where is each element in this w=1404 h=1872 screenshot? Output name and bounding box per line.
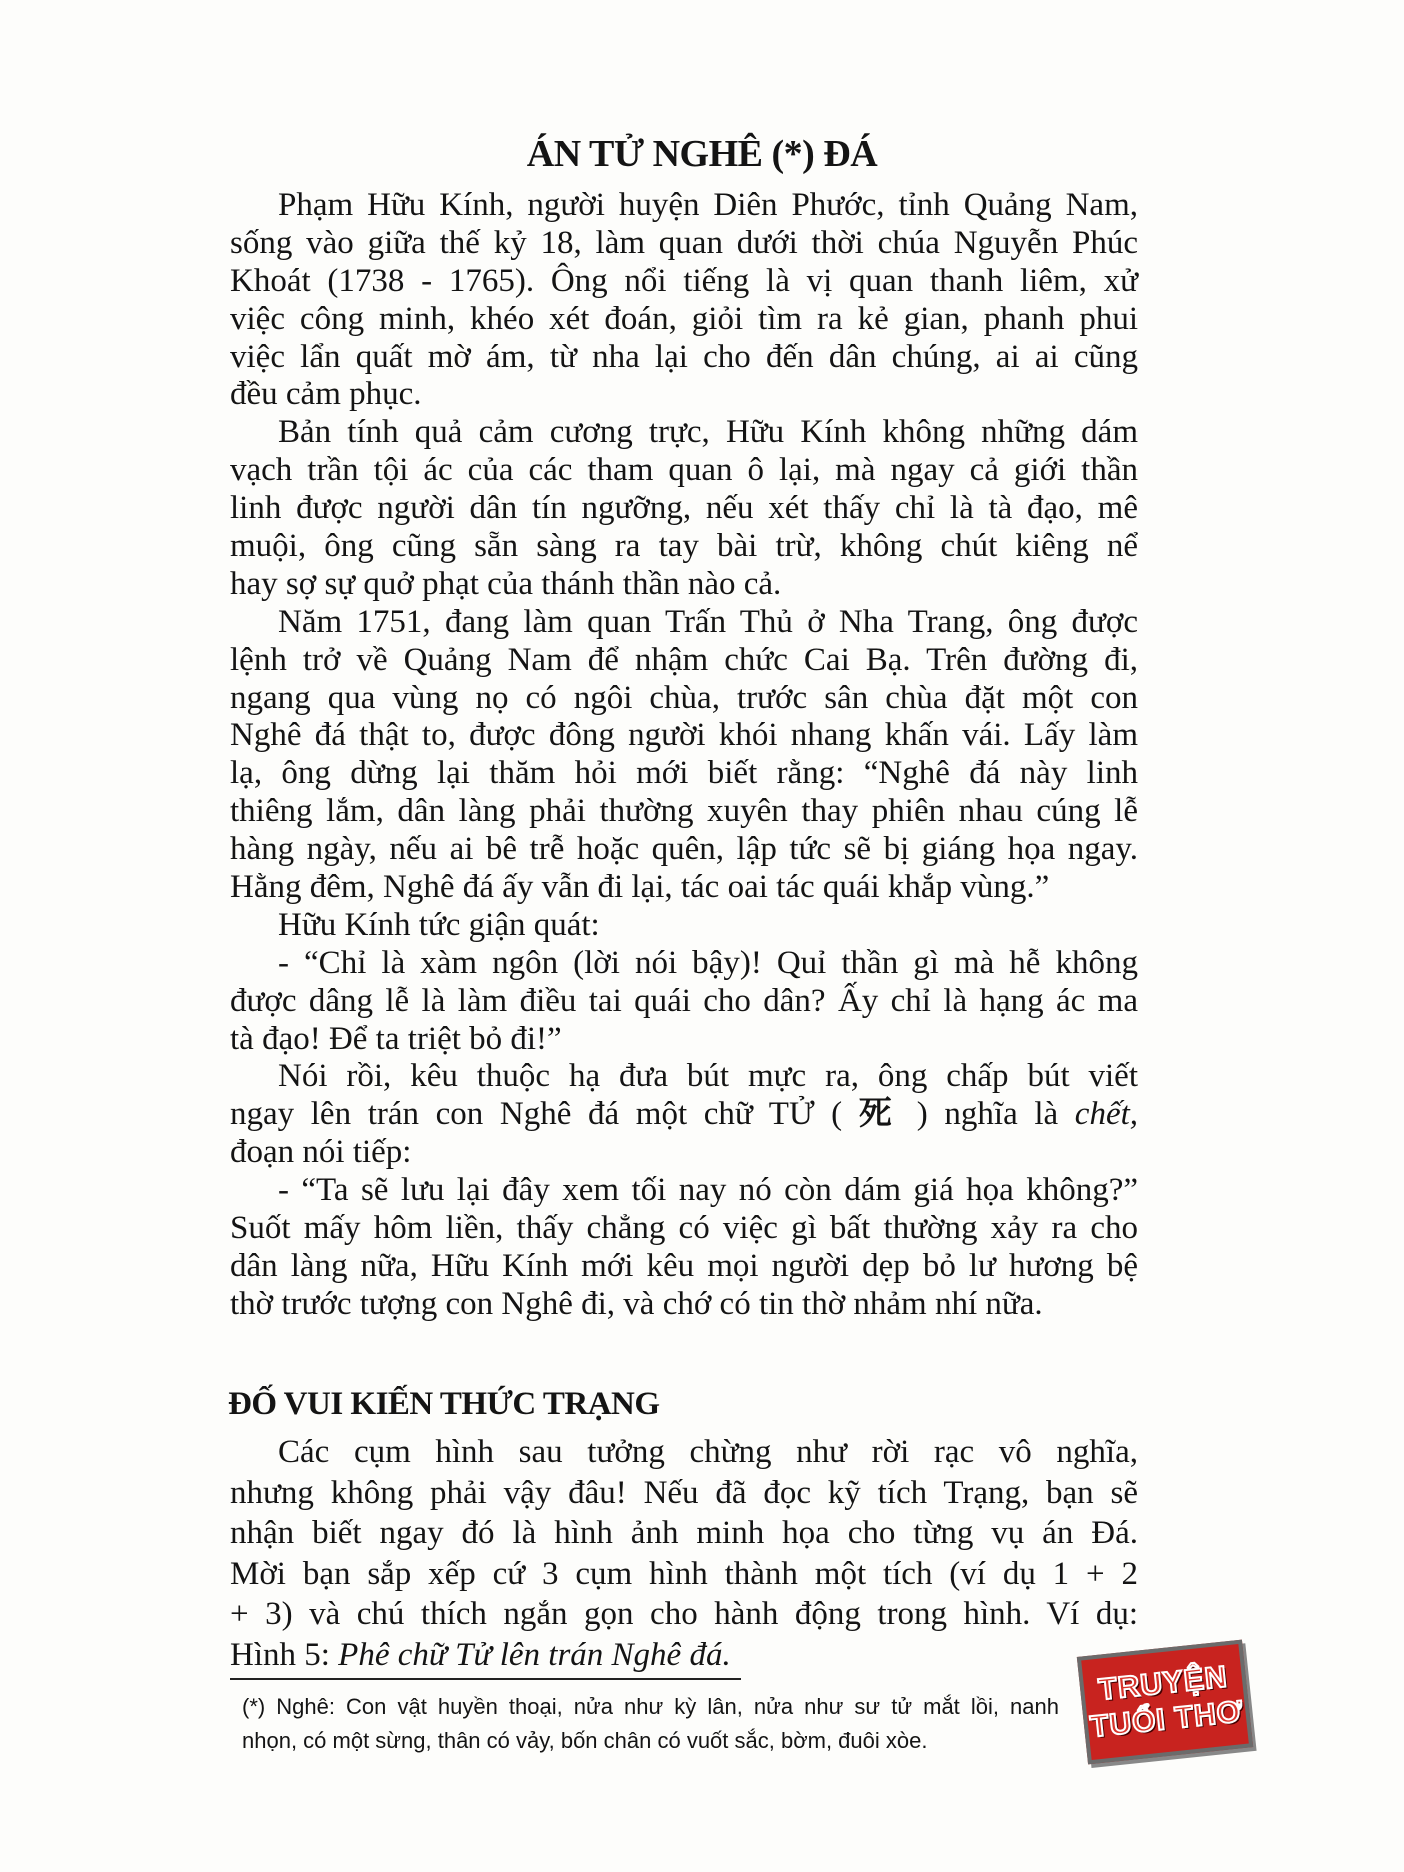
text-fragment: ) nghĩa là: [916, 1096, 1059, 1133]
footnote-line: nhọn, có một sừng, thân có vảy, bốn chân có vuốt sắc, bờm, đuôi xòe.: [242, 1728, 928, 1753]
text-line: Khoát (1738 - 1765). Ông nổi tiếng là vị quan thanh liêm, xử: [230, 262, 1138, 299]
text-line: Phạm Hữu Kính, người huyện Diên Phước, tỉnh Quảng Nam,: [278, 187, 1138, 223]
text-line: việc công minh, khéo xét đoán, giỏi tìm ra kẻ gian, phanh phui: [230, 300, 1138, 337]
text-line: Nghê đá thật to, được đông người khói nhang khấn vái. Lấy làm: [230, 717, 1138, 754]
text-line: + 3) và chú thích ngắn gọn cho hành động trong hình. Ví dụ:: [230, 1596, 1138, 1633]
text-line: Năm 1751, đang làm quan Trấn Thủ ở Nha Trang, ông được: [278, 603, 1138, 640]
text-line: nhưng không phải vậy đâu! Nếu đã đọc kỹ tích Trạng, bạn sẽ: [230, 1474, 1138, 1511]
text-line: hàng ngày, nếu ai bê trễ hoặc quên, lập tức sẽ bị giáng họa ngay.: [230, 831, 1138, 868]
text-line: Hữu Kính tức giận quát:: [278, 906, 600, 943]
logo-line-1: TRUYỆN: [1097, 1660, 1230, 1707]
text-line: Bản tính quả cảm cương trực, Hữu Kính không những dám: [278, 414, 1138, 451]
text-line: thiêng lắm, dân làng phải thường xuyên thay phiên nhau cúng lễ: [230, 793, 1138, 830]
text-line: lạ, ông dừng lại thăm hỏi mới biết rằng: “Nghê đá này linh: [230, 755, 1138, 792]
text-line: việc lẩn quất mờ ám, từ nha lại cho đến dân chúng, ai ai cũng: [230, 338, 1138, 375]
text-line: Nói rồi, kêu thuộc hạ đưa bút mực ra, ông chấp bút viết: [278, 1058, 1138, 1095]
text-line: đều cảm phục.: [230, 376, 422, 413]
text-line: nhận biết ngay đó là hình ảnh minh họa cho từng vụ án Đá.: [230, 1515, 1138, 1552]
text-line: Các cụm hình sau tưởng chừng như rời rạc vô nghĩa,: [278, 1434, 1138, 1470]
text-line: sống vào giữa thế kỷ 18, làm quan dưới thời chúa Nguyễn Phúc: [230, 224, 1138, 261]
text-line: đoạn nói tiếp:: [230, 1134, 412, 1171]
footnote-divider: [230, 1678, 741, 1680]
text-line: thờ trước tượng con Nghê đi, và chớ có tin thờ nhảm nhí nữa.: [230, 1285, 1043, 1322]
text-line: Mời bạn sắp xếp cứ 3 cụm hình thành một tích (ví dụ 1 + 2: [230, 1555, 1138, 1592]
truyen-tuoi-tho-logo: [1077, 1640, 1253, 1765]
story-title: ÁN TỬ NGHÊ (*) ĐÁ: [526, 133, 878, 175]
footnote-line: (*) Nghê: Con vật huyền thoại, nửa như kỳ lân, nửa như sư tử mắt lồi, nanh: [242, 1694, 1059, 1719]
text-line: vạch trần tội ác của các tham quan ô lại, mà ngay cả giới thần: [230, 452, 1138, 489]
text-line: Suốt mấy hôm liền, thấy chẳng có việc gì bất thường xảy ra cho: [230, 1210, 1138, 1247]
text-line: Hằng đêm, Nghê đá ấy vẫn đi lại, tác oai tác quái khắp vùng.”: [230, 869, 1050, 906]
text-line: ngang qua vùng nọ có ngôi chùa, trước sân chùa đặt một con: [230, 679, 1138, 716]
text-line: được dâng lễ là làm điều tai quái cho dân? Ấy chỉ là hạng ác ma: [230, 982, 1138, 1019]
text-line: - “Chỉ là xàm ngôn (lời nói bậy)! Quỉ thần gì mà hễ không: [278, 944, 1138, 981]
text-line: linh được người dân tín ngưỡng, nếu xét thấy chỉ là tà đạo, mê: [230, 490, 1138, 527]
story-body: [230, 187, 1138, 1324]
text-fragment: ngay lên trán con Nghê đá một chữ TỬ (: [230, 1096, 843, 1133]
text-line: dân làng nữa, Hữu Kính mới kêu mọi người dẹp bỏ lư hương bệ: [230, 1247, 1138, 1284]
logo-line-2: TUỔI THƠ: [1088, 1694, 1245, 1744]
text-line: tà đạo! Để ta triệt bỏ đi!”: [230, 1020, 562, 1057]
example-text: Phê chữ Tử lên trán Nghê đá.: [338, 1636, 731, 1673]
text-line: lệnh trở về Quảng Nam để nhậm chức Cai Bạ. Trên đường đi,: [230, 641, 1138, 678]
text-fragment: chết,: [1074, 1096, 1139, 1133]
text-line: hay sợ sự quở phạt của thánh thần nào cả.: [230, 565, 782, 602]
quiz-body: [230, 1432, 1138, 1676]
quiz-heading: ĐỐ VUI KIẾN THỨC TRẠNG: [228, 1386, 660, 1422]
example-line: [230, 1635, 1138, 1676]
text-line: - “Ta sẽ lưu lại đây xem tối nay nó còn dám giá họa không?”: [278, 1172, 1138, 1209]
chinese-character-tu: 死: [858, 1096, 901, 1133]
example-label: Hình 5:: [230, 1636, 330, 1673]
footnote: [242, 1690, 1059, 1758]
text-line: muội, ông cũng sẵn sàng ra tay bài trừ, không chút kiêng nể: [230, 528, 1138, 565]
text-line: [230, 1096, 1138, 1134]
